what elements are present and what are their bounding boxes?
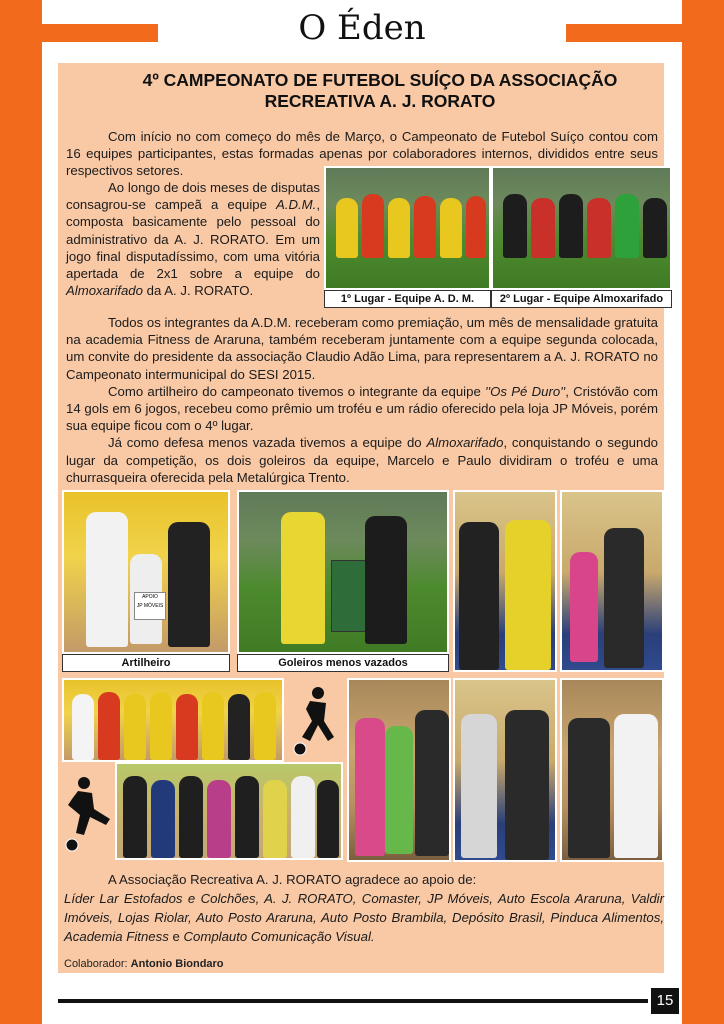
paragraph-3: Todos os integrantes da A.D.M. receberam como premiação, um mês de mensalidade gratuita na academia Fitness de Araruna, também receberam juntamente com a equipe segunda colocada, um convite do presidente da associação Claudio Adão Lima, para representarem a A. J. RORATO no Campeonato intermunicipal do SESI 2015. [66, 315, 658, 382]
p2-part-b: , composta basicamente pelo pessoal do administrativo da A. J. RORATO. Em um jogo final disputadíssimo, com uma vitória apertada de 2x1 sobre a equipe do [66, 197, 320, 282]
article-title-line2: RECREATIVA A. J. RORATO [264, 91, 496, 111]
header-bar-left [42, 24, 158, 42]
sponsors-intro: A Associação Recreativa A. J. RORATO agradece ao apoio de: [108, 872, 477, 887]
caption-top-scorer: Artilheiro [62, 654, 230, 672]
photo-team-group-yellow [62, 678, 284, 762]
apoio-sign: APOIO JP MÓVEIS [134, 592, 166, 620]
collaborator-label: Colaborador: [64, 958, 128, 970]
photo-top-scorer [62, 490, 230, 654]
paragraphs-3-5 [66, 314, 658, 486]
photo-team-group-black [115, 762, 343, 860]
photo-prize-winners-1 [347, 678, 451, 862]
photo-indoor-award-1 [453, 490, 557, 672]
p2-part-a: Ao longo de dois meses de disputas consagrou-se campeã a equipe [66, 180, 320, 213]
collaborator-name: Antonio Biondaro [130, 958, 224, 970]
p4-team: ''Os Pé Duro'' [485, 383, 566, 399]
sponsors-list: Líder Lar Estofados e Colchões, A. J. RORATO, Comaster, JP Móveis, Auto Escola Araruna, Valdir Imóveis, Lojas Riolar, Auto Posto Araruna, Auto Posto Brambila, Depósito Brasil, Pinduca Alimentos, Academia Fitness e Complauto Comunicação Visual. [64, 891, 664, 944]
p2-team-almox: Almoxarifado [66, 283, 143, 299]
caption-goalkeepers: Goleiros menos vazados [237, 654, 449, 672]
collaborator-credit [64, 958, 224, 970]
soccer-kick-silhouette-icon [60, 775, 114, 853]
p5-team: Almoxarifado [426, 435, 504, 451]
p2-team-adm: A.D.M. [276, 197, 317, 213]
photo-second-place-team [491, 166, 672, 290]
photo-first-place-team [324, 166, 491, 290]
p2-part-c: da A. J. RORATO. [142, 283, 254, 299]
article-title-line1: 4º CAMPEONATO DE FUTEBOL SUÍÇO DA ASSOCIAÇÃO [142, 70, 618, 90]
paragraph-1-text: Com início no com começo do mês de Março, o Campeonato de Futebol Suíço contou com 16 equipes participantes, estas formadas apenas por colaboradores internos, divididos entre seus respectivos setores. [66, 129, 658, 179]
article-title [80, 70, 680, 112]
caption-second-place: 2º Lugar - Equipe Almoxarifado [491, 290, 672, 308]
paragraph-4: Como artilheiro do campeonato tivemos o integrante da equipe ''Os Pé Duro'', Cristóvão com 14 gols em 6 jogos, recebeu como prêmio um troféu e um rádio oferecido pela loja JP Móveis, porém sua equipe ficou com o 4º lugar. [66, 383, 659, 434]
sponsors-section [64, 870, 664, 946]
photo-goalkeepers [237, 490, 449, 654]
footer-line [58, 999, 648, 1003]
photo-indoor-award-2 [560, 490, 664, 672]
photo-prize-winners-2 [453, 678, 557, 862]
page-number: 15 [651, 988, 679, 1014]
photo-prize-winners-3 [560, 678, 664, 862]
paragraph-5: Já como defesa menos vazada tivemos a equipe do Almoxarifado, conquistando o segundo lugar da competição, os dois goleiros da equipe, Marcelo e Paulo dividiram o troféu e uma churrasqueira oferecida pela Metalúrgica Trento. [66, 435, 658, 485]
left-orange-border [0, 0, 42, 1024]
caption-first-place: 1º Lugar - Equipe A. D. M. [324, 290, 491, 308]
soccer-player-silhouette-icon [288, 685, 342, 757]
magazine-title: O Éden [298, 8, 426, 48]
header-bar-right [566, 24, 682, 42]
paragraph-2 [66, 179, 320, 299]
right-orange-border [682, 0, 724, 1024]
